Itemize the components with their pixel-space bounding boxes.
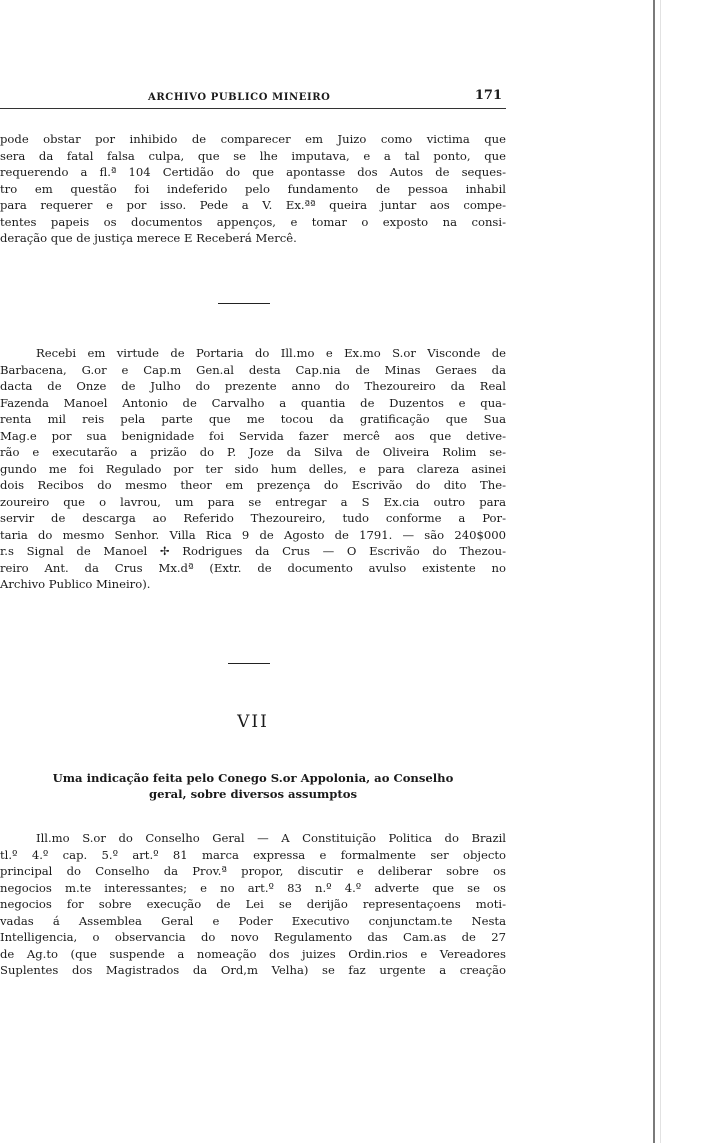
text-line: sera da fatal falsa culpa, que se lhe imputava, e a tal ponto, que [0, 148, 506, 163]
text-line: Fazenda Manoel Antonio de Carvalho a quantia de Duzentos e qua- [0, 395, 506, 410]
page-edge-line [653, 0, 655, 1143]
text-line: tentes papeis os documentos appenços, e tomar o exposto na consi- [0, 214, 506, 229]
text-line: Mag.e por sua benignidade foi Servida fazer mercê aos que detive- [0, 428, 506, 443]
text-line: Archivo Publico Mineiro). [0, 577, 151, 591]
text-line: principal do Conselho da Prov.ª propor, discutir e deliberar sobre os [0, 864, 506, 878]
section-title-line: geral, sobre diversos assumptos [148, 787, 357, 801]
text-line: Ill.mo S.or do Conselho Geral — A Constituição Politica do Brazil [36, 831, 506, 845]
text-line: para requerer e por isso. Pede a V. Ex.ªª queira juntar aos compe- [0, 198, 506, 212]
paragraph-receipt [0, 345, 506, 593]
text-line: servir de descarga ao Referido Thezoureiro, tudo conforme a Por- [0, 511, 506, 525]
text-line: negocios for sobre execução de Lei se derijão representaçoens moti- [0, 897, 506, 911]
text-line: Intelligencia, o observancia do novo Regulamento das Cam.as de 27 [0, 930, 506, 944]
text-line: de Ag.to (que suspende a nomeação dos juizes Ordin.rios e Vereadores [0, 946, 506, 961]
text-line: dois Recibos do mesmo theor em prezença do Escrivão do dito The- [0, 478, 506, 492]
separator-rule [218, 303, 270, 304]
text-line: reiro Ant. da Crus Mx.dª (Extr. de documento avulso existente no [0, 560, 506, 575]
text-line: vadas á Assemblea Geral e Poder Executivo conjunctam.te Nesta [0, 913, 506, 928]
text-line: Barbacena, G.or e Cap.m Gen.al desta Cap.nia de Minas Geraes da [0, 362, 506, 377]
page-edge-shadow [660, 0, 661, 1143]
text-line: tro em questão foi indeferido pelo fundamento de pessoa inhabil [0, 181, 506, 196]
text-line: negocios m.te interessantes; e no art.º 83 n.º 4.º adverte que se os [0, 880, 506, 895]
text-line: rão e executarão a prizão do P. Joze da Silva de Oliveira Rolim se- [0, 445, 506, 459]
paragraph-council-indication [0, 830, 506, 979]
text-line: gundo me foi Regulado por ter sido hum delles, e para clareza asinei [0, 461, 506, 476]
section-title [0, 770, 506, 802]
text-line: dacta de Onze de Julho do prezente anno do Thezoureiro da Real [0, 379, 506, 393]
header-title: ARCHIVO PUBLICO MINEIRO [148, 92, 331, 103]
section-number: VII [237, 712, 269, 732]
separator-rule [228, 663, 270, 664]
text-line: requerendo a fl.ª 104 Certidão do que apontasse dos Autos de seques- [0, 165, 506, 179]
paragraph-petition-end [0, 131, 506, 247]
text-line: Suplentes dos Magistrados da Ord,m Velha) se faz urgente a creação [0, 963, 506, 977]
section-title-line: Uma indicação feita pelo Conego S.or Appolonia, ao Conselho [52, 771, 454, 785]
text-line: deração que de justiça merece E Receberá Mercê. [0, 231, 297, 245]
text-line: pode obstar por inhibido de comparecer em Juizo como victima que [0, 132, 506, 146]
text-line: zoureiro que o lavrou, um para se entregar a S Ex.cia outro para [0, 494, 506, 509]
text-line: renta mil reis pela parte que me tocou da gratificação que Sua [0, 412, 506, 426]
running-header [0, 88, 506, 109]
text-line: taria do mesmo Senhor. Villa Rica 9 de Agosto de 1791. — são 240$000 [0, 527, 506, 542]
text-line: tl.º 4.º cap. 5.º art.º 81 marca expressa e formalmente ser objecto [0, 847, 506, 862]
text-line: Recebi em virtude de Portaria do Ill.mo e Ex.mo S.or Visconde de [36, 346, 506, 360]
page-number: 171 [474, 88, 502, 103]
text-line: r.s Signal de Manoel ✢ Rodrigues da Crus — O Escrivão do Thezou- [0, 544, 506, 558]
